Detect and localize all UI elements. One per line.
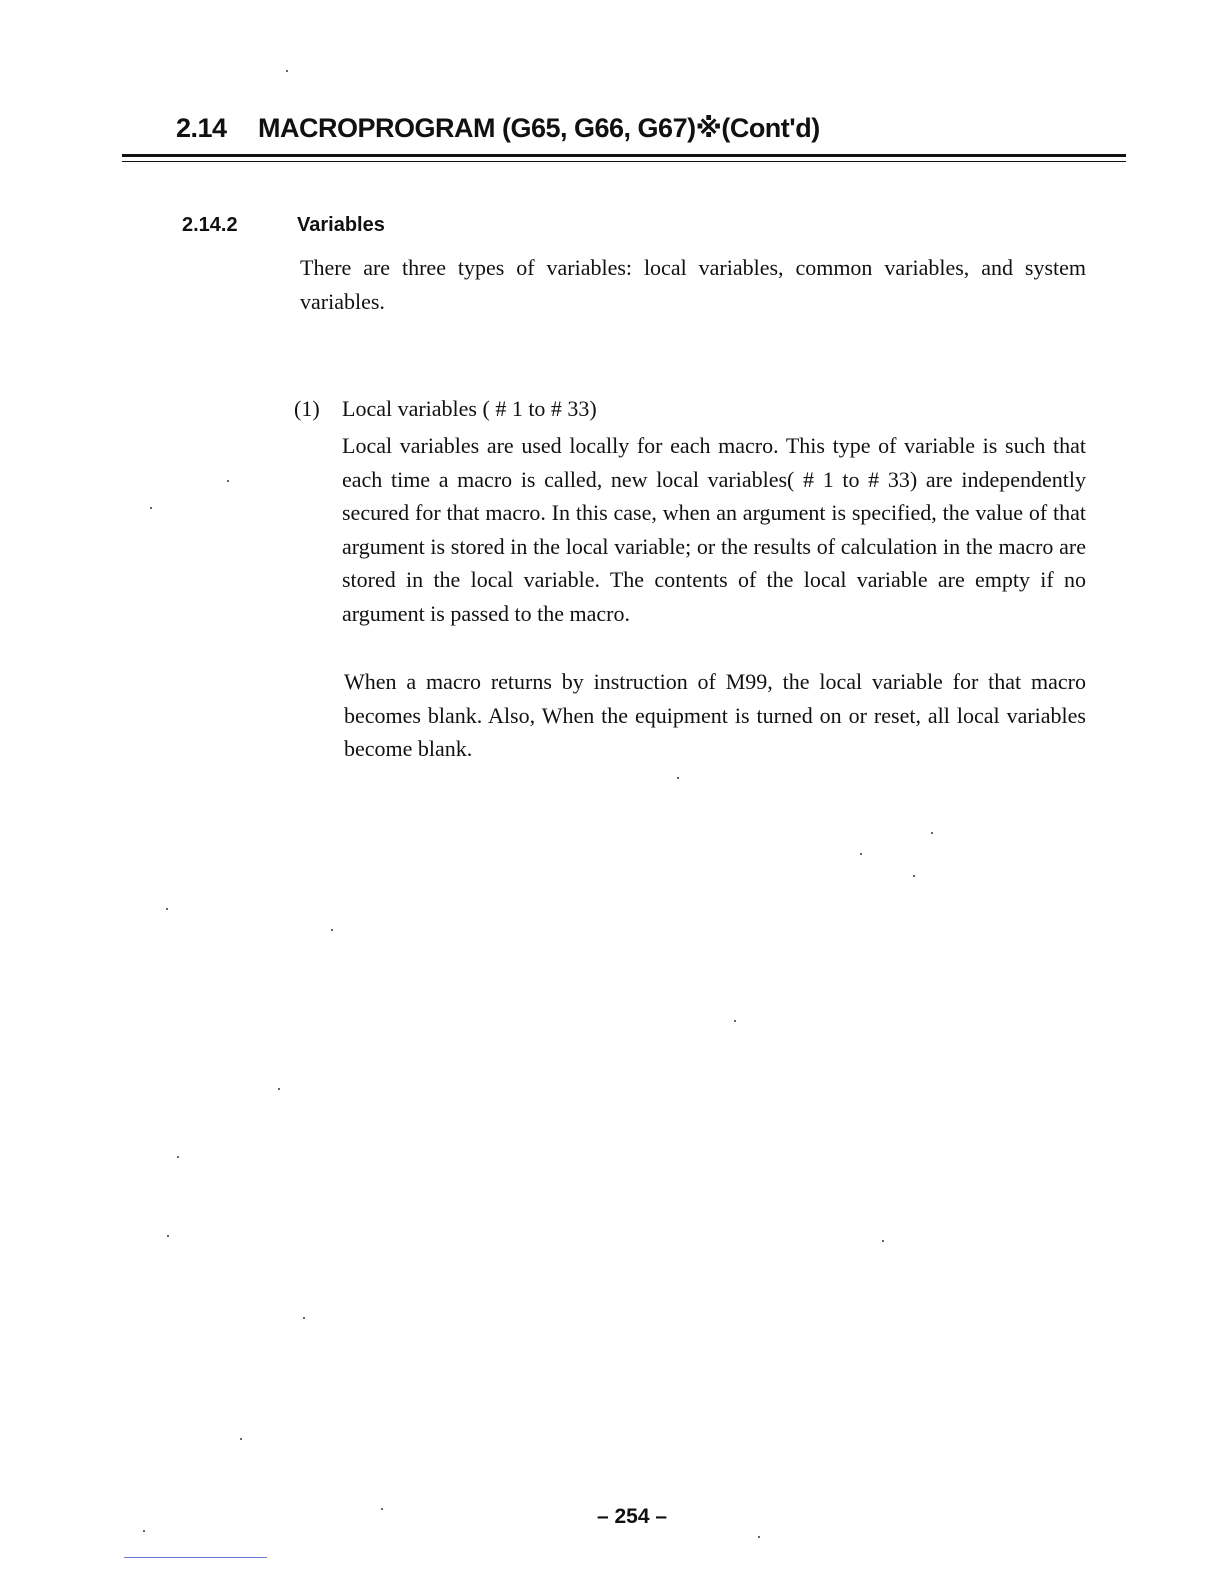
item-marker: (1) (294, 396, 320, 421)
scan-speck (177, 1156, 179, 1158)
scan-speck (167, 1235, 169, 1237)
scan-speck (381, 1508, 383, 1510)
scan-speck (227, 480, 229, 482)
header-title: MACROPROGRAM (G65, G66, G67)※(Cont'd) (258, 113, 820, 143)
scan-speck (278, 1088, 280, 1090)
scan-speck (150, 507, 152, 509)
scan-speck (931, 832, 933, 834)
scan-speck (286, 70, 288, 72)
section-title: Variables (297, 214, 385, 236)
scan-speck (331, 929, 333, 931)
item-heading: Local variables ( # 1 to # 33) (342, 396, 597, 421)
page-header (176, 113, 820, 144)
scan-speck (143, 1530, 145, 1532)
scan-speck (860, 853, 862, 855)
item-paragraph-2: When a macro returns by instruction of M99, the local variable for that macro becomes blank. Also, When the equipment is turned on or reset, all local variables become blank. (344, 669, 1086, 761)
scan-speck (882, 1240, 884, 1242)
page-number: – 254 – (596, 1505, 668, 1528)
header-rule-thick (122, 154, 1126, 157)
section-number: 2.14.2 (182, 214, 238, 236)
scan-speck (913, 875, 915, 877)
item-paragraph-1: Local variables are used locally for each macro. This type of variable is such that each time a macro is called, new local variables( # 1 to # 33) are independently secured for that macro. In this case, when an argument is specified, the value of that argument is stored in the local variable; or the results of calculation in the macro are stored in the local variable. The contents of the local variable are empty if no argument is passed to the macro. (342, 433, 1086, 626)
scan-speck (734, 1020, 736, 1022)
scan-speck (240, 1438, 242, 1440)
footer-blue-line (124, 1557, 267, 1558)
header-section-number: 2.14 (176, 113, 227, 143)
scan-speck (166, 908, 168, 910)
scan-speck (758, 1536, 760, 1538)
scan-speck (677, 777, 679, 779)
intro-paragraph: There are three types of variables: local variables, common variables, and system variables. (300, 255, 1086, 314)
scan-speck (303, 1317, 305, 1319)
header-rule-thin (122, 161, 1126, 162)
